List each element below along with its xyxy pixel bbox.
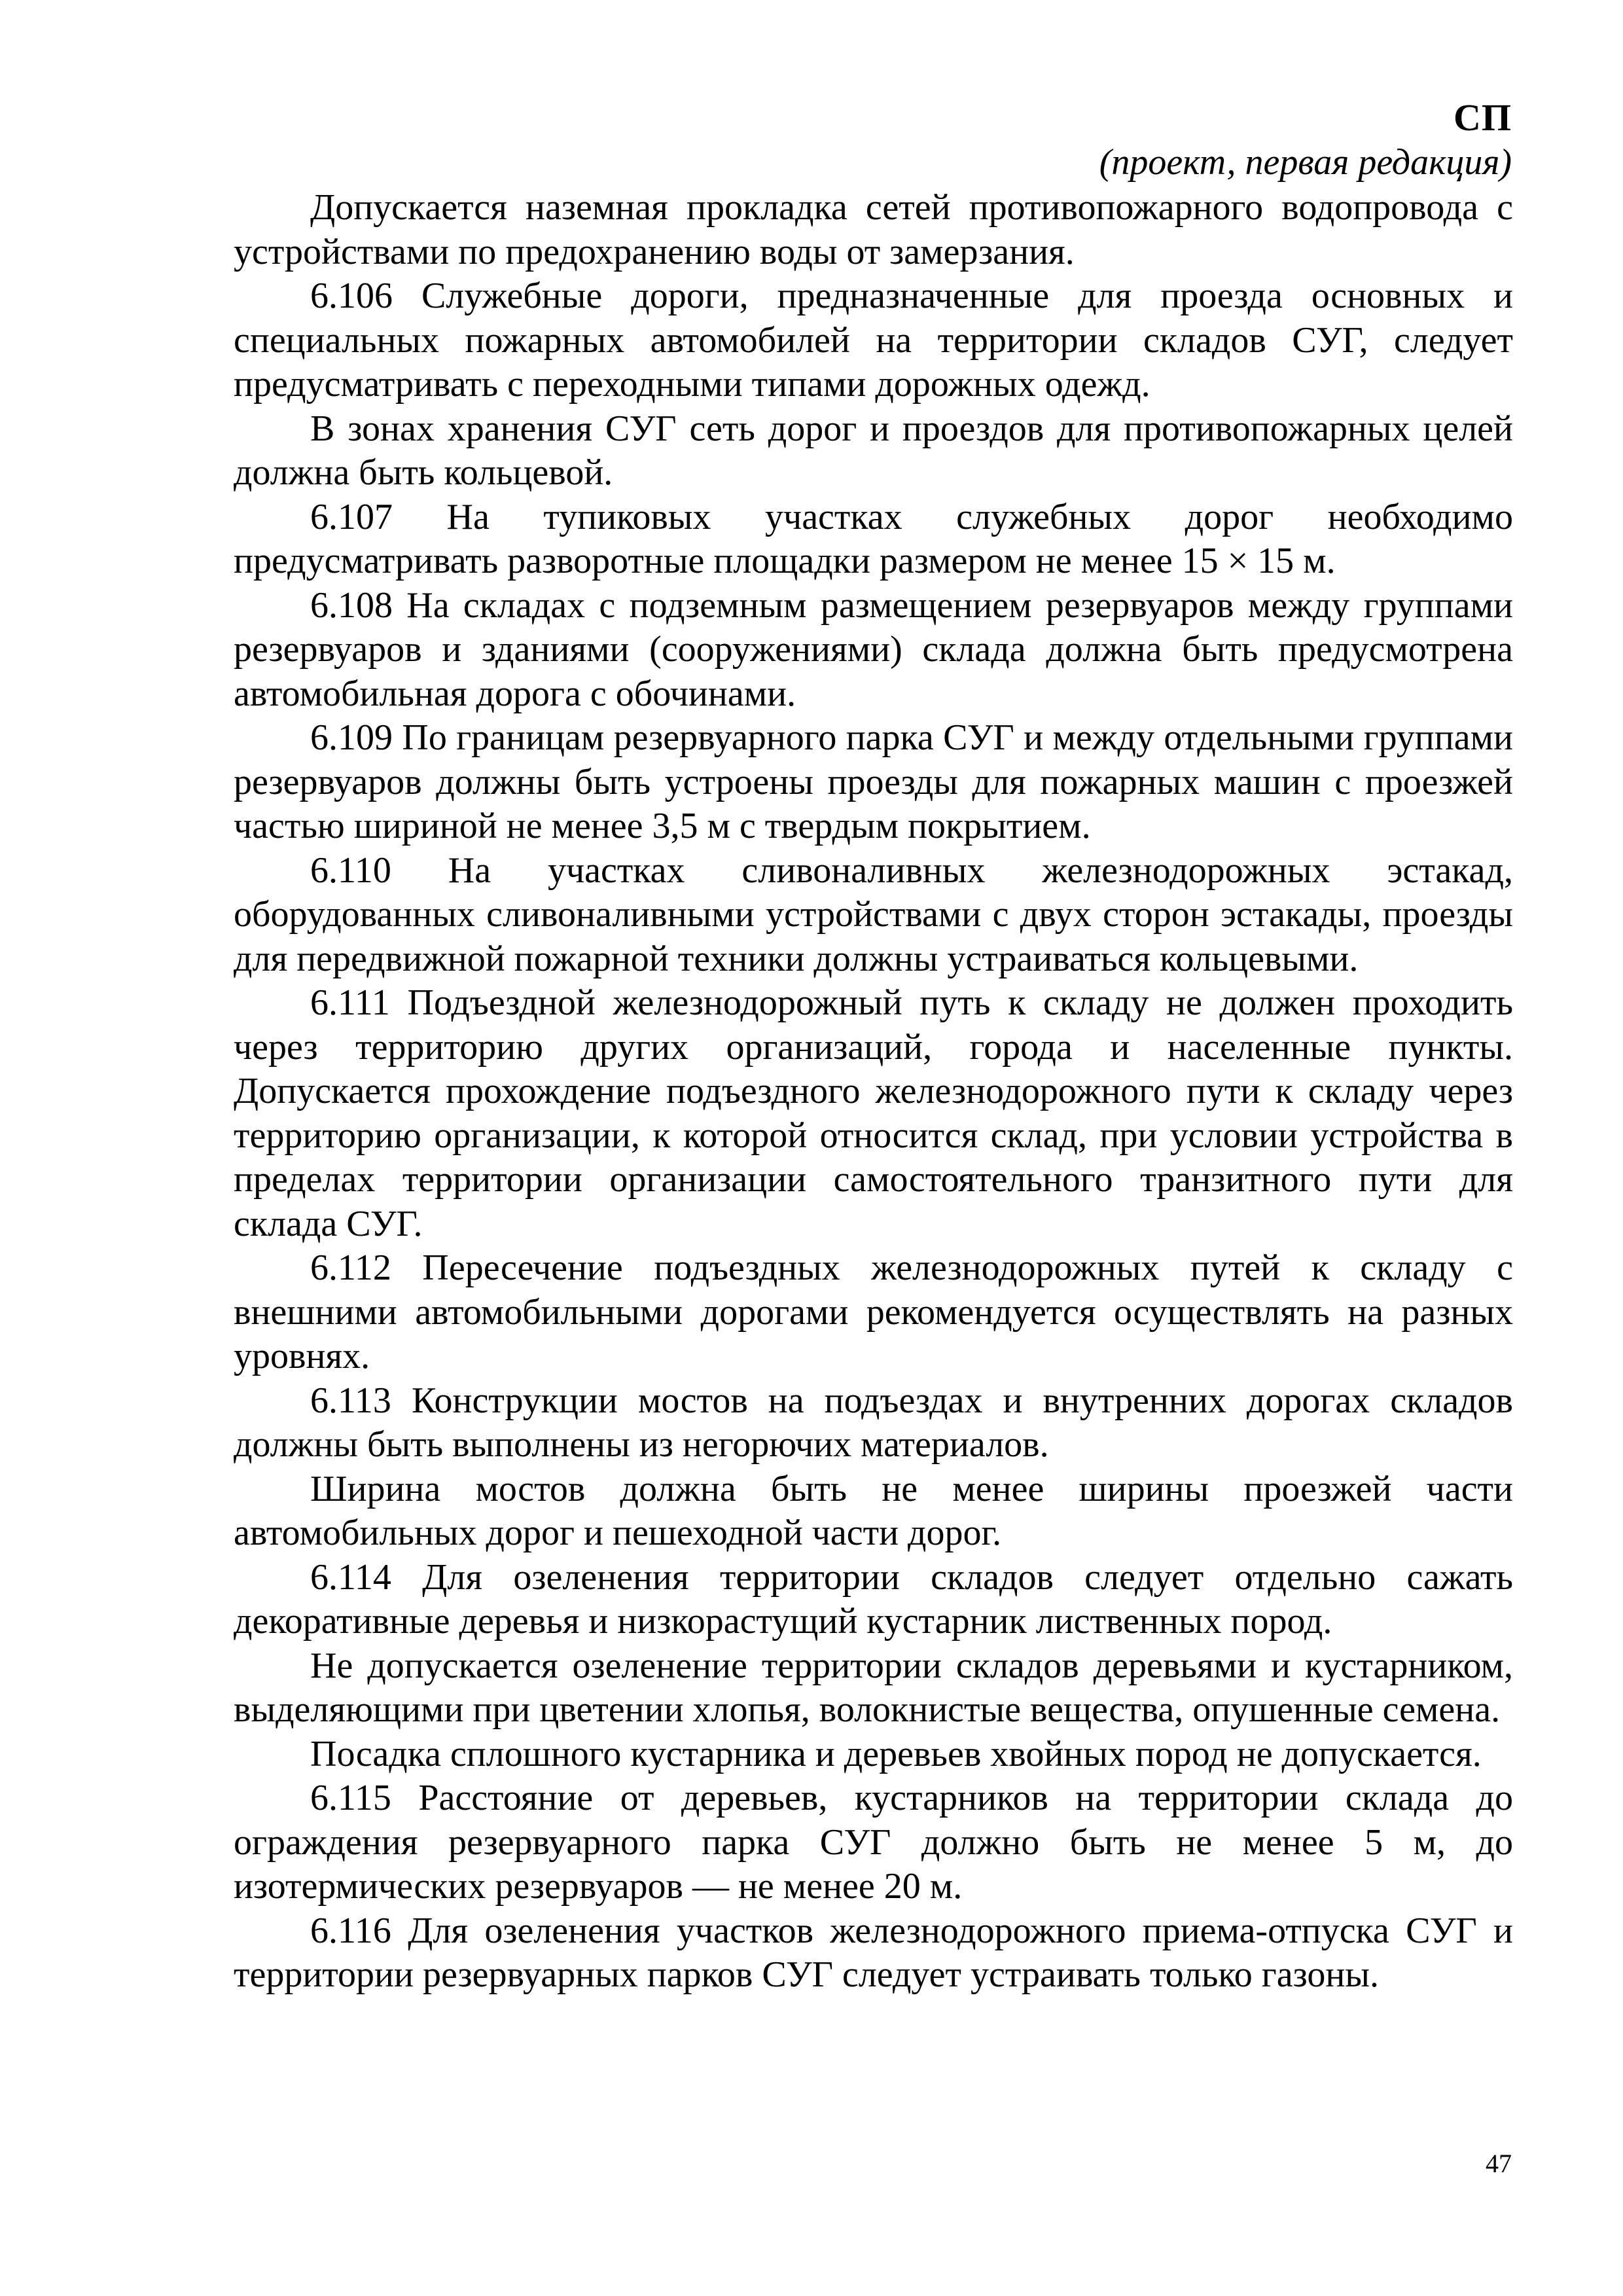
paragraph: 6.106 Служебные дороги, предназначенные для проезда основных и специальных пожарных автомобилей на территории складов СУГ, следует предусматривать с переходными типами дорожных одежд. — [234, 276, 1513, 404]
paragraph: Допускается наземная прокладка сетей противопожарного водопровода с устройствами по предохранению воды от замерзания. — [234, 187, 1513, 272]
paragraph: 6.107 На тупиковых участках служебных дорог необходимо предусматривать разворотные площадки размером не менее 15 × 15 м. — [234, 496, 1513, 581]
paragraph: Посадка сплошного кустарника и деревьев хвойных пород не допускается. — [310, 1733, 1482, 1774]
paragraph: 6.113 Конструкции мостов на подъездах и внутренних дорогах складов должны быть выполнены из негорючих материалов. — [234, 1380, 1513, 1465]
paragraph: 6.115 Расстояние от деревьев, кустарников на территории склада до ограждения резервуарного парка СУГ должно быть не менее 5 м, до изотермических резервуаров — не менее 20 м. — [234, 1778, 1513, 1907]
document-code: СП — [1454, 96, 1512, 139]
paragraph: В зонах хранения СУГ сеть дорог и проездов для противопожарных целей должна быть кольцевой. — [234, 408, 1513, 493]
document-edition-note: (проект, первая редакция) — [1099, 142, 1512, 183]
paragraph: 6.112 Пересечение подъездных железнодорожных путей к складу с внешними автомобильными дорогами рекомендуется осуществлять на разных уровнях. — [234, 1247, 1513, 1376]
paragraph: 6.111 Подъездной железнодорожный путь к складу не должен проходить через территорию других организаций, города и населенные пункты. Допускается прохождение подъездного железнодорожного пути к складу через территорию организации, к которой относится склад, при условии устройства в пределах территории организации самостоятельного транзитного пути для склада СУГ. — [234, 982, 1513, 1244]
paragraph: 6.108 На складах с подземным размещением резервуаров между группами резервуаров и зданиями (сооружениями) склада должна быть предусмотрена автомобильная дорога с обочинами. — [234, 584, 1513, 714]
paragraph: Ширина мостов должна быть не менее ширины проезжей части автомобильных дорог и пешеходной части дорог. — [234, 1468, 1513, 1553]
paragraph: 6.114 Для озеленения территории складов следует отдельно сажать декоративные деревья и низкорастущий кустарник лиственных пород. — [234, 1556, 1513, 1641]
body-text — [234, 186, 1513, 1998]
page-number: 47 — [1486, 2149, 1512, 2178]
paragraph: 6.109 По границам резервуарного парка СУГ и между отдельными группами резервуаров должны быть устроены проезды для пожарных машин с проезжей частью шириной не менее 3,5 м с твердым покрытием. — [234, 717, 1513, 846]
paragraph: Не допускается озеленение территории складов деревьями и кустарником, выделяющими при цветении хлопья, волокнистые вещества, опушенные семена. — [234, 1645, 1513, 1730]
paragraph: 6.116 Для озеленения участков железнодорожного приема-отпуска СУГ и территории резервуарных парков СУГ следует устраивать только газоны. — [234, 1910, 1513, 1995]
paragraph: 6.110 На участках сливоналивных железнодорожных эстакад, оборудованных сливоналивными устройствами с двух сторон эстакады, проезды для передвижной пожарной техники должны устраиваться кольцевыми. — [234, 850, 1513, 979]
